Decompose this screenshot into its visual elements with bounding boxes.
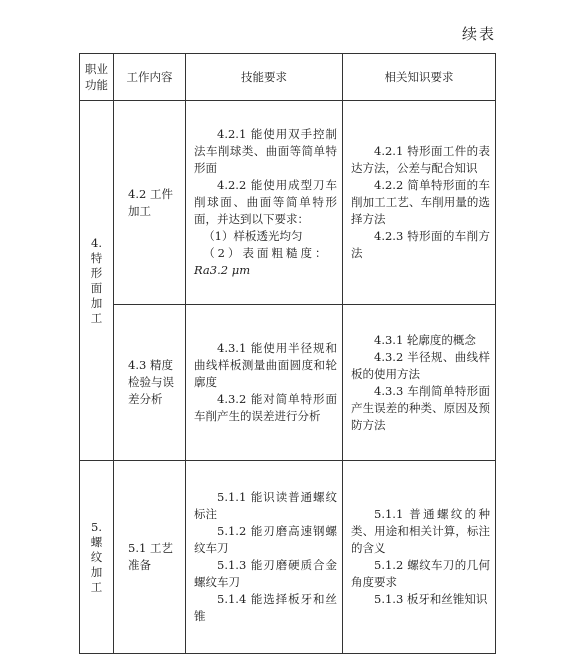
knowledge-item: 4.2.2 简单特形面的车削加工工艺、车削用量的选择方法 [351,178,490,226]
continued-label: 续表 [461,25,496,43]
function-cell: 4. 特形面加工 [80,101,114,461]
table-header-row [80,54,496,101]
knowledge-item: 4.3.3 车削简单特形面产生误差的种类、原因及预防方法 [351,383,490,432]
knowledge-item: 4.3.2 半径规、曲线样板的使用方法 [351,349,490,381]
knowledge-item: 5.1.2 螺纹车刀的几何角度要求 [351,558,490,589]
content-cell: 4.3 精度检验与误差分析 [114,305,186,461]
content-cell: 4.2 工件加工 [114,101,186,305]
knowledge-item: 4.2.1 特形面工件的表达方法，公差与配合知识 [351,144,490,175]
knowledge-item: 4.3.1 轮廓度的概念 [374,332,476,347]
skill-item: 4.3.1 能使用半径规和曲线样板测量曲面圆度和轮廓度 [194,341,337,389]
skill-item: （2）表面粗糙度： [203,246,330,260]
knowledge-item: 5.1.3 板牙和丝锥知识 [374,592,488,606]
skill-item: 4.2.2 能使用成型刀车削球面、曲面等简单特形面，并达到以下要求： [194,178,337,226]
skills-table [79,53,496,654]
skill-item: Ra3.2 μm [194,263,251,277]
knowledge-cell [343,461,496,654]
table-row [80,461,496,654]
skill-item: （1）样板透光均匀 [203,229,303,243]
table-row [80,101,496,305]
skill-item: 4.2.1 能使用双手控制法车削球类、曲面等简单特形面 [194,127,337,175]
skill-item: 5.1.4 能选择板牙和丝锥 [194,592,337,623]
function-cell: 5. 螺纹加工 [80,461,114,654]
knowledge-cell [343,101,496,305]
header-knowledge: 相关知识要求 [343,54,496,101]
knowledge-item: 4.2.3 特形面的车削方法 [351,229,490,260]
skill-item: 4.3.2 能对简单特形面车削产生的误差进行分析 [194,392,337,423]
skill-item: 5.1.3 能刃磨硬质合金螺纹车刀 [194,558,337,589]
header-skills: 技能要求 [186,54,343,101]
header-content: 工作内容 [114,54,186,101]
knowledge-item: 5.1.1 普通螺纹的种类、用途和相关计算，标注的含义 [351,507,490,555]
knowledge-cell [343,305,496,461]
skill-cell [186,305,343,461]
skill-cell [186,461,343,654]
content-cell: 5.1 工艺准备 [114,461,186,654]
table-row [80,305,496,461]
skill-item: 5.1.2 能刃磨高速钢螺纹车刀 [194,524,337,555]
header-function: 职业功能 [80,54,114,101]
skill-item: 5.1.1 能识读普通螺纹标注 [194,490,337,521]
skill-cell [186,101,343,305]
